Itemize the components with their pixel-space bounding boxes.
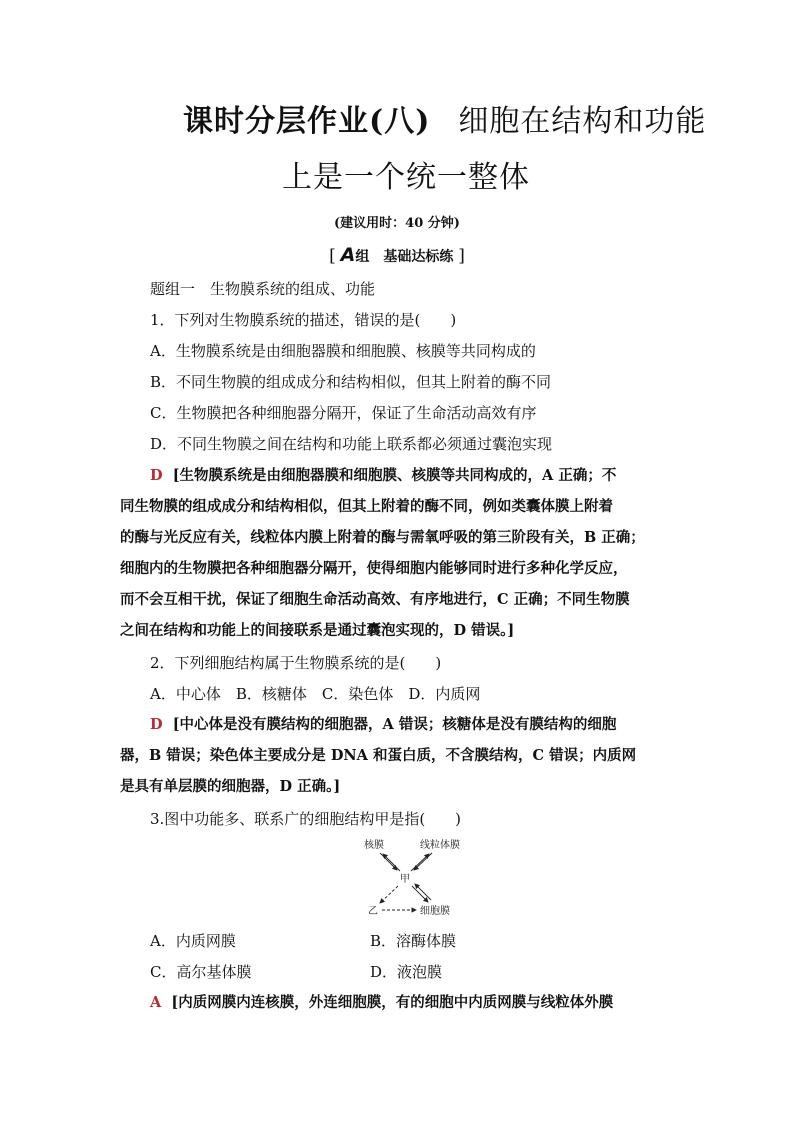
q1-explanation-line5: 而不会互相干扰，保证了细胞生命活动高效、有序地进行，C 正确；不同生物膜 — [120, 591, 630, 608]
group-letter: A — [340, 244, 356, 266]
q1-explanation-line1: D [生物膜系统是由细胞器膜和细胞膜、核膜等共同构成的，A 正确；不 — [150, 467, 617, 484]
section-heading: 题组一 生物膜系统的组成、功能 — [150, 280, 376, 298]
group-header — [0, 244, 794, 266]
q2-explanation-line2: 器，B 错误；染色体主要成分是 DNA 和蛋白质，不含膜结构，C 错误；内质网 — [120, 747, 637, 764]
q3-diagram-svg — [360, 836, 470, 920]
q3-option-d: D．液泡膜 — [370, 963, 443, 981]
q1-explanation-line2: 同生物膜的组成成分和结构相似，但其上附着的酶不同，例如类囊体膜上附着 — [120, 498, 613, 515]
label-cell-membrane: 细胞膜 — [420, 906, 450, 917]
q1-explanation-line4: 细胞内的生物膜把各种细胞器分隔开，使得细胞内能够同时进行多种化学反应， — [120, 560, 628, 577]
group-label: 组 基础达标练 — [355, 249, 454, 265]
label-jia: 甲 — [400, 874, 410, 885]
q2-explanation-line3: 是具有单层膜的细胞器，D 正确。] — [120, 778, 341, 795]
q2-answer-key: D — [150, 716, 163, 733]
q3-answer-key: A — [150, 994, 162, 1011]
suggested-time: (建议用时：40 分钟) — [334, 216, 460, 231]
q1-option-b: B．不同生物膜的组成成分和结构相似，但其上附着的酶不同 — [150, 373, 552, 391]
title-part-b: 细胞在结构和功能 — [458, 104, 707, 139]
label-yi: 乙 — [368, 906, 378, 917]
q3-diagram — [360, 836, 470, 920]
page-title-line1 — [183, 96, 706, 140]
q1-option-a: A．生物膜系统是由细胞器膜和细胞膜、核膜等共同构成的 — [150, 342, 536, 360]
bracket-close: ] — [458, 246, 465, 266]
label-mito-membrane: 线粒体膜 — [420, 840, 460, 851]
q2-stem: 2．下列细胞结构属于生物膜系统的是( ) — [150, 654, 442, 672]
q3-option-a: A．内质网膜 — [150, 932, 236, 950]
q3-explanation-line1: A [内质网膜内连核膜，外连细胞膜，有的细胞中内质网膜与线粒体外膜 — [150, 994, 614, 1011]
q1-answer-key: D — [150, 467, 163, 484]
arrow-jia-to-mito — [411, 854, 429, 871]
q3-option-c: C．高尔基体膜 — [150, 963, 252, 981]
q2-explanation-line1: D [中心体是没有膜结构的细胞器，A 错误；核糖体是没有膜结构的细胞 — [150, 716, 617, 733]
arrow-jia-to-yi — [380, 886, 398, 903]
q1-option-d: D．不同生物膜之间在结构和功能上联系都必须通过囊泡实现 — [150, 435, 553, 453]
arrow-jia-to-nuclear — [383, 854, 400, 871]
page-title-line2: 上是一个统一整体 — [282, 160, 530, 195]
q1-explanation-line3: 的酶与光反应有关，线粒体内膜上附着的酶与需氧呼吸的第三阶段有关，B 正确； — [120, 529, 645, 546]
q1-stem: 1．下列对生物膜系统的描述，错误的是( ) — [150, 311, 457, 329]
q3-stem: 3.图中功能多、联系广的细胞结构甲是指( ) — [150, 810, 462, 828]
q1-explanation-line6: 之间在结构和功能上的间接联系是通过囊泡实现的，D 错误。] — [120, 622, 515, 639]
label-nuclear-membrane: 核膜 — [364, 840, 384, 851]
q3-option-b: B．溶酶体膜 — [370, 932, 457, 950]
q1-option-c: C．生物膜把各种细胞器分隔开，保证了生命活动高效有序 — [150, 404, 537, 422]
arrow-mito-to-jia — [414, 853, 432, 870]
q2-options: A．中心体 B．核糖体 C．染色体 D．内质网 — [150, 685, 481, 703]
title-part-a: 课时分层作业(八) — [183, 104, 431, 139]
arrow-nuclear-to-jia — [380, 853, 397, 870]
bracket-open: [ — [329, 246, 336, 266]
